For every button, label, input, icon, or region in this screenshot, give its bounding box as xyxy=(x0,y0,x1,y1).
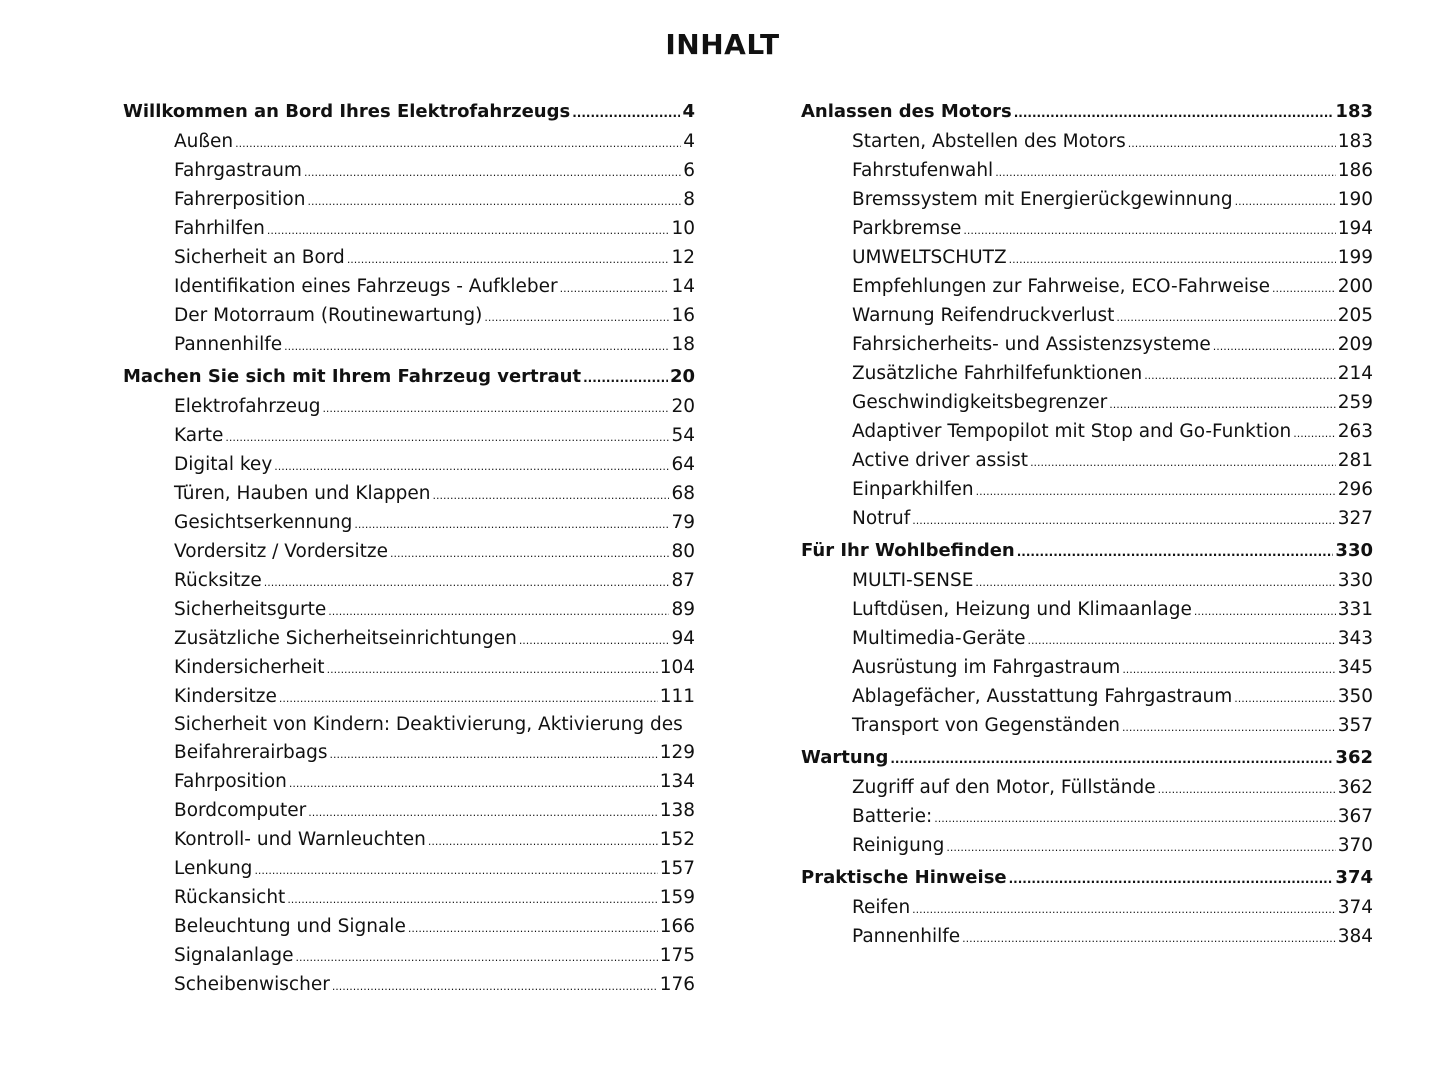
dot-leader xyxy=(235,127,681,156)
toc-heading-page: 362 xyxy=(1335,747,1373,768)
toc-entry[interactable] xyxy=(801,127,1373,156)
toc-entry[interactable] xyxy=(801,504,1373,533)
dot-leader xyxy=(1109,388,1335,417)
toc-heading[interactable] xyxy=(801,742,1373,773)
dot-leader xyxy=(1028,624,1336,653)
toc-entry-page: 14 xyxy=(671,276,695,297)
dot-leader xyxy=(284,330,669,359)
toc-entry[interactable] xyxy=(801,185,1373,214)
dot-leader xyxy=(304,156,681,185)
dot-leader xyxy=(254,854,657,883)
dot-leader xyxy=(1014,96,1334,127)
toc-entry[interactable] xyxy=(123,421,695,450)
toc-entry-page: 134 xyxy=(659,771,695,792)
toc-entry[interactable] xyxy=(801,156,1373,185)
toc-entry-page: 200 xyxy=(1337,276,1373,297)
dot-leader xyxy=(328,595,669,624)
toc-entry-page: 362 xyxy=(1337,777,1373,798)
toc-entry[interactable] xyxy=(801,301,1373,330)
toc-entry[interactable] xyxy=(123,825,695,854)
toc-entry-page: 20 xyxy=(671,396,695,417)
toc-heading-page: 330 xyxy=(1335,540,1373,561)
toc-entry-page: 214 xyxy=(1337,363,1373,384)
toc-entry-page: 111 xyxy=(659,686,695,707)
dot-leader xyxy=(1017,535,1334,566)
dot-leader xyxy=(347,243,670,272)
toc-entry[interactable] xyxy=(123,566,695,595)
dot-leader xyxy=(946,831,1335,860)
toc-entry-label: Bordcomputer xyxy=(174,800,307,821)
toc-entry[interactable] xyxy=(123,214,695,243)
toc-entry-page: 104 xyxy=(659,657,695,678)
toc-entry-page: 16 xyxy=(671,305,695,326)
dot-leader xyxy=(484,301,669,330)
toc-entry-label: Karte xyxy=(174,425,224,446)
toc-entry-label: Luftdüsen, Heizung und Klimaanlage xyxy=(852,599,1192,620)
toc-heading[interactable] xyxy=(123,96,695,127)
dot-leader xyxy=(322,392,669,421)
toc-entry-page: 18 xyxy=(671,334,695,355)
dot-leader xyxy=(289,767,658,796)
toc-entry[interactable] xyxy=(123,970,695,999)
toc-section xyxy=(123,96,695,359)
toc-entry-page: 384 xyxy=(1337,926,1373,947)
toc-entry-label: Active driver assist xyxy=(852,450,1029,471)
toc-entry[interactable] xyxy=(123,624,695,653)
toc-entry-page: 345 xyxy=(1337,657,1373,678)
toc-entry-page: 331 xyxy=(1337,599,1373,620)
toc-entry-page: 129 xyxy=(659,742,695,763)
toc-entry[interactable] xyxy=(801,388,1373,417)
toc-entry[interactable] xyxy=(123,508,695,537)
toc-entry-page: 330 xyxy=(1337,570,1373,591)
toc-entry-page: 68 xyxy=(671,483,695,504)
dot-leader xyxy=(1293,417,1335,446)
dot-leader xyxy=(279,682,658,711)
dot-leader xyxy=(428,825,658,854)
toc-entry-page: 374 xyxy=(1337,897,1373,918)
toc-entry-page: 259 xyxy=(1337,392,1373,413)
toc-entry-label: Fahrposition xyxy=(174,771,287,792)
toc-entry-page: 89 xyxy=(671,599,695,620)
toc-heading[interactable] xyxy=(801,96,1373,127)
toc-entry[interactable] xyxy=(123,796,695,825)
dot-leader xyxy=(1009,243,1336,272)
toc-entry-label: Transport von Gegenständen xyxy=(852,715,1120,736)
dot-leader xyxy=(1122,653,1335,682)
toc-entry[interactable] xyxy=(801,624,1373,653)
dot-leader xyxy=(332,970,658,999)
toc-entry-page: 64 xyxy=(671,454,695,475)
toc-entry-label: Vordersitz / Vordersitze xyxy=(174,541,388,562)
toc-entry-label: Reinigung xyxy=(852,835,945,856)
dot-leader xyxy=(560,272,670,301)
toc-section xyxy=(801,862,1373,951)
dot-leader xyxy=(1116,301,1335,330)
toc-entry-page: 80 xyxy=(671,541,695,562)
dot-leader xyxy=(433,479,670,508)
dot-leader xyxy=(264,566,670,595)
toc-entry-page: 209 xyxy=(1337,334,1373,355)
toc-entry-page: 183 xyxy=(1337,131,1373,152)
toc-entry[interactable] xyxy=(801,711,1373,740)
toc-section xyxy=(801,96,1373,533)
toc-entry-page: 4 xyxy=(683,131,695,152)
toc-entry-label: Beleuchtung und Signale xyxy=(174,916,406,937)
dot-leader xyxy=(267,214,670,243)
toc-entry[interactable] xyxy=(801,214,1373,243)
toc-heading-label: Wartung xyxy=(801,747,889,768)
toc-entry[interactable] xyxy=(123,243,695,272)
toc-heading-page: 4 xyxy=(682,101,695,122)
toc-heading-label: Praktische Hinweise xyxy=(801,867,1007,888)
toc-entry-label: Signalanlage xyxy=(174,945,294,966)
toc-heading-label: Willkommen an Bord Ihres Elektrofahrzeugs xyxy=(123,101,571,122)
toc-entry[interactable] xyxy=(801,773,1373,802)
toc-heading-page: 20 xyxy=(669,366,695,387)
toc-entry-page: 166 xyxy=(659,916,695,937)
toc-entry-label: Warnung Reifendruckverlust xyxy=(852,305,1115,326)
toc-entry-page: 357 xyxy=(1337,715,1373,736)
dot-leader xyxy=(890,742,1333,773)
toc-entry-label: Gesichtserkennung xyxy=(174,512,353,533)
toc-entry[interactable] xyxy=(123,883,695,912)
dot-leader xyxy=(1030,446,1336,475)
dot-leader xyxy=(1272,272,1336,301)
toc-entry-page: 94 xyxy=(671,628,695,649)
dot-leader xyxy=(912,893,1336,922)
toc-entry-label: Lenkung xyxy=(174,858,253,879)
toc-entry-label: Zugriff auf den Motor, Füllstände xyxy=(852,777,1156,798)
toc-entry-page: 186 xyxy=(1337,160,1373,181)
toc-entry-page: 175 xyxy=(659,945,695,966)
toc-entry-page: 79 xyxy=(671,512,695,533)
toc-right-column xyxy=(801,96,1373,953)
toc-entry[interactable] xyxy=(123,156,695,185)
dot-leader xyxy=(519,624,670,653)
toc-entry-label: Ablagefächer, Ausstattung Fahrgastraum xyxy=(852,686,1233,707)
toc-entry[interactable] xyxy=(123,595,695,624)
toc-entry[interactable] xyxy=(801,330,1373,359)
toc-entry-label: Bremssystem mit Energierückgewinnung xyxy=(852,189,1233,210)
toc-entry-page: 87 xyxy=(671,570,695,591)
toc-entry[interactable] xyxy=(123,185,695,214)
dot-leader xyxy=(390,537,669,566)
toc-entry-label: Pannenhilfe xyxy=(852,926,961,947)
toc-entry-label: Empfehlungen zur Fahrweise, ECO-Fahrweise xyxy=(852,276,1271,297)
dot-leader xyxy=(287,883,657,912)
toc-entry-page: 54 xyxy=(671,425,695,446)
toc-entry-page: 281 xyxy=(1337,450,1373,471)
toc-entry[interactable] xyxy=(123,854,695,883)
toc-entry-page: 367 xyxy=(1337,806,1373,827)
toc-entry[interactable] xyxy=(801,922,1373,951)
dot-leader xyxy=(408,912,658,941)
toc-entry-label: Adaptiver Tempopilot mit Stop and Go-Funktion xyxy=(852,421,1292,442)
toc-entry-label: Fahrstufenwahl xyxy=(852,160,994,181)
toc-entry[interactable] xyxy=(123,272,695,301)
dot-leader xyxy=(225,421,669,450)
toc-section xyxy=(123,361,695,999)
toc-entry-label: Geschwindigkeitsbegrenzer xyxy=(852,392,1108,413)
toc-entry-label: Zusätzliche Fahrhilfefunktionen xyxy=(852,363,1143,384)
toc-entry-label: UMWELTSCHUTZ xyxy=(852,247,1007,268)
dot-leader xyxy=(296,941,658,970)
toc-entry-label: Rückansicht xyxy=(174,887,286,908)
toc-entry-page: 296 xyxy=(1337,479,1373,500)
toc-entry[interactable] xyxy=(801,417,1373,446)
toc-entry-page: 327 xyxy=(1337,508,1373,529)
toc-entry[interactable] xyxy=(123,301,695,330)
dot-leader xyxy=(1144,359,1336,388)
toc-entry-page: 350 xyxy=(1337,686,1373,707)
toc-entry[interactable] xyxy=(801,243,1373,272)
toc-entry-page: 205 xyxy=(1337,305,1373,326)
toc-entry-page: 176 xyxy=(659,974,695,995)
dot-leader xyxy=(912,504,1335,533)
toc-entry-page: 10 xyxy=(671,218,695,239)
toc-entry-label: Notruf xyxy=(852,508,911,529)
dot-leader xyxy=(995,156,1336,185)
toc-entry-label: Türen, Hauben und Klappen xyxy=(174,483,431,504)
toc-heading-page: 374 xyxy=(1335,867,1373,888)
dot-leader xyxy=(963,214,1335,243)
toc-entry-label: Fahrerposition xyxy=(174,189,306,210)
dot-leader xyxy=(572,96,680,127)
dot-leader xyxy=(274,450,669,479)
toc-entry[interactable] xyxy=(123,127,695,156)
toc-entry-page: 12 xyxy=(671,247,695,268)
dot-leader xyxy=(1009,862,1334,893)
toc-entry-label: Digital key xyxy=(174,454,273,475)
toc-entry-label-line2: Beifahrerairbags xyxy=(174,742,328,763)
toc-entry-label: Fahrsicherheits- und Assistenzsysteme xyxy=(852,334,1211,355)
dot-leader xyxy=(330,738,658,767)
toc-entry-label: Der Motorraum (Routinewartung) xyxy=(174,305,483,326)
toc-entry-label: Identifikation eines Fahrzeugs - Aufkleber xyxy=(174,276,558,297)
page-title: INHALT xyxy=(665,28,780,61)
toc-heading[interactable] xyxy=(801,535,1373,566)
toc-entry[interactable] xyxy=(123,330,695,359)
dot-leader xyxy=(934,802,1335,831)
toc-entry[interactable] xyxy=(123,912,695,941)
toc-entry-label: Sicherheit an Bord xyxy=(174,247,345,268)
toc-entry-label: Rücksitze xyxy=(174,570,262,591)
dot-leader xyxy=(354,508,669,537)
toc-entry-label: Kontroll- und Warnleuchten xyxy=(174,829,426,850)
toc-entry-page: 199 xyxy=(1337,247,1373,268)
toc-entry-page: 263 xyxy=(1337,421,1373,442)
toc-entry-page: 190 xyxy=(1337,189,1373,210)
toc-entry-page: 152 xyxy=(659,829,695,850)
dot-leader xyxy=(1213,330,1336,359)
toc-section xyxy=(801,742,1373,860)
toc-entry-label-line1: Sicherheit von Kindern: Deaktivierung, Aktivierung des xyxy=(174,714,683,735)
toc-heading[interactable] xyxy=(801,862,1373,893)
dot-leader xyxy=(327,653,658,682)
dot-leader xyxy=(1158,773,1336,802)
toc-entry-label: Kindersicherheit xyxy=(174,657,325,678)
toc-entry-label: Einparkhilfen xyxy=(852,479,974,500)
toc-entry-page: 370 xyxy=(1337,835,1373,856)
dot-leader xyxy=(1128,127,1336,156)
dot-leader xyxy=(975,566,1335,595)
toc-entry-page: 138 xyxy=(659,800,695,821)
toc-section xyxy=(801,535,1373,740)
toc-entry-label: Pannenhilfe xyxy=(174,334,283,355)
toc-entry-page: 194 xyxy=(1337,218,1373,239)
toc-heading-label: Anlassen des Motors xyxy=(801,101,1012,122)
dot-leader xyxy=(1122,711,1336,740)
toc-entry[interactable] xyxy=(123,479,695,508)
toc-entry-label: Multimedia-Geräte xyxy=(852,628,1026,649)
toc-left-column xyxy=(123,96,695,1001)
toc-entry-label: MULTI-SENSE xyxy=(852,570,974,591)
toc-entry-label: Parkbremse xyxy=(852,218,962,239)
toc-entry[interactable] xyxy=(801,566,1373,595)
toc-heading[interactable] xyxy=(123,361,695,392)
toc-entry[interactable] xyxy=(801,831,1373,860)
toc-entry-label: Ausrüstung im Fahrgastraum xyxy=(852,657,1121,678)
toc-entry[interactable] xyxy=(801,359,1373,388)
toc-entry-label: Zusätzliche Sicherheitseinrichtungen xyxy=(174,628,517,649)
dot-leader xyxy=(962,922,1336,951)
toc-entry[interactable] xyxy=(801,682,1373,711)
toc-entry[interactable] xyxy=(123,941,695,970)
toc-entry[interactable] xyxy=(801,475,1373,504)
toc-entry-label: Sicherheitsgurte xyxy=(174,599,327,620)
toc-heading-label: Für Ihr Wohlbefinden xyxy=(801,540,1015,561)
toc-entry[interactable] xyxy=(801,272,1373,301)
dot-leader xyxy=(1235,185,1336,214)
toc-entry[interactable] xyxy=(801,802,1373,831)
toc-entry-label: Fahrhilfen xyxy=(174,218,265,239)
dot-leader xyxy=(307,185,681,214)
toc-entry-page: 157 xyxy=(659,858,695,879)
toc-entry-label: Reifen xyxy=(852,897,911,918)
dot-leader xyxy=(1234,682,1335,711)
toc-entry-page: 159 xyxy=(659,887,695,908)
toc-entry[interactable] xyxy=(801,446,1373,475)
toc-entry-page: 343 xyxy=(1337,628,1373,649)
toc-entry[interactable] xyxy=(123,450,695,479)
dot-leader xyxy=(308,796,657,825)
toc-entry[interactable] xyxy=(123,392,695,421)
toc-entry[interactable] xyxy=(801,595,1373,624)
toc-entry-line2 xyxy=(174,738,695,767)
toc-entry-label: Batterie: xyxy=(852,806,933,827)
toc-entry[interactable] xyxy=(123,653,695,682)
toc-entry[interactable] xyxy=(123,767,695,796)
toc-entry[interactable] xyxy=(801,893,1373,922)
toc-entry[interactable] xyxy=(123,682,695,711)
toc-entry[interactable] xyxy=(123,711,695,767)
dot-leader xyxy=(976,475,1336,504)
dot-leader xyxy=(1194,595,1336,624)
toc-entry-label: Scheibenwischer xyxy=(174,974,330,995)
toc-heading-label: Machen Sie sich mit Ihrem Fahrzeug vertraut xyxy=(123,366,582,387)
toc-entry-label: Starten, Abstellen des Motors xyxy=(852,131,1126,152)
toc-entry-label: Außen xyxy=(174,131,234,152)
toc-entry-page: 8 xyxy=(683,189,695,210)
toc-entry-page: 6 xyxy=(683,160,695,181)
toc-entry-label: Elektrofahrzeug xyxy=(174,396,321,417)
dot-leader xyxy=(583,361,668,392)
toc-entry[interactable] xyxy=(123,537,695,566)
toc-entry-label: Fahrgastraum xyxy=(174,160,302,181)
toc-entry-label: Kindersitze xyxy=(174,686,277,707)
toc-heading-page: 183 xyxy=(1335,101,1373,122)
toc-entry[interactable] xyxy=(801,653,1373,682)
